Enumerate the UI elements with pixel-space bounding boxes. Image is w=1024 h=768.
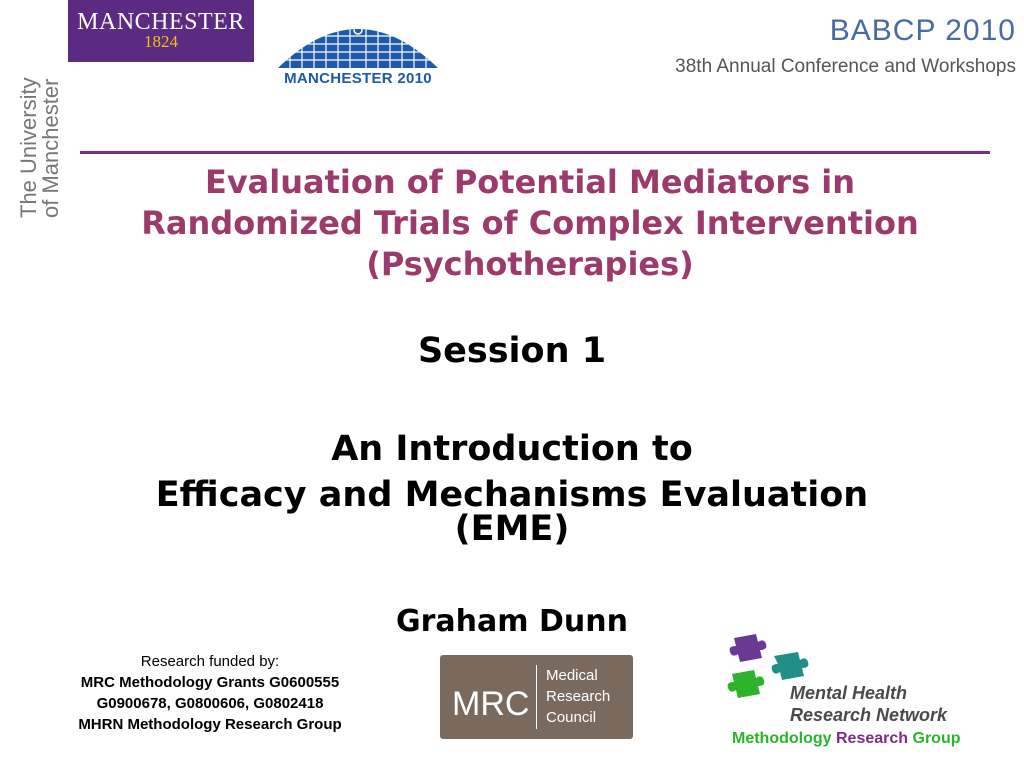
manchester-2010-logo <box>270 8 446 90</box>
intro-heading <box>40 426 984 552</box>
title-divider <box>80 151 990 154</box>
intro-line-3: (EME) <box>454 509 570 549</box>
uom-logo-year: 1824 <box>144 32 178 51</box>
funding-line-3: MHRN Methodology Research Group <box>78 716 342 733</box>
intro-line-1: An Introduction to <box>331 429 693 469</box>
mrc-separator <box>536 665 537 729</box>
tagline-research: Research <box>836 730 909 747</box>
title-line-2: Randomized Trials of Complex Intervention <box>141 204 919 242</box>
slide-title <box>80 162 980 285</box>
uom-logo-name: MANCHESTER <box>77 9 245 35</box>
mrc-line-3: Council <box>546 709 597 726</box>
title-line-3: (Psychotherapies) <box>366 245 694 283</box>
session-heading: Session 1 <box>417 331 607 371</box>
mhrn-line-2: Research Network <box>790 705 948 725</box>
babcp-subtitle: 38th Annual Conference and Workshops <box>675 56 1016 77</box>
mrc-full-name <box>546 665 610 728</box>
university-line-1: The University <box>16 77 41 218</box>
methodology-research-group-tagline <box>732 730 961 748</box>
university-of-manchester-logo <box>68 0 254 62</box>
author-name: Graham Dunn <box>396 604 628 639</box>
tagline-group: Group <box>912 730 961 747</box>
mhrn-line-1: Mental Health <box>790 683 908 703</box>
mrc-abbr: MRC <box>452 685 530 723</box>
dome-icon <box>270 8 446 70</box>
mrc-line-1: Medical <box>546 667 598 684</box>
funding-notice <box>20 651 400 735</box>
intro-line-2: Efficacy and Mechanisms Evaluation <box>155 475 869 515</box>
conference-logo-text: MANCHESTER 2010 <box>284 70 432 87</box>
tagline-methodology: Methodology <box>732 730 832 747</box>
funding-line-2: G0900678, G0800606, G0802418 <box>96 695 324 712</box>
title-line-1: Evaluation of Potential Mediators in <box>204 163 856 201</box>
university-line-2: of Manchester <box>38 78 63 218</box>
funding-lead: Research funded by: <box>140 653 280 670</box>
mrc-line-2: Research <box>546 688 611 705</box>
mrc-logo <box>440 655 633 739</box>
mhrn-logo-text <box>790 682 947 726</box>
babcp-title: BABCP 2010 <box>829 14 1016 47</box>
university-vertical-wordmark <box>18 58 68 218</box>
funding-line-1: MRC Methodology Grants G0600555 <box>80 674 340 691</box>
